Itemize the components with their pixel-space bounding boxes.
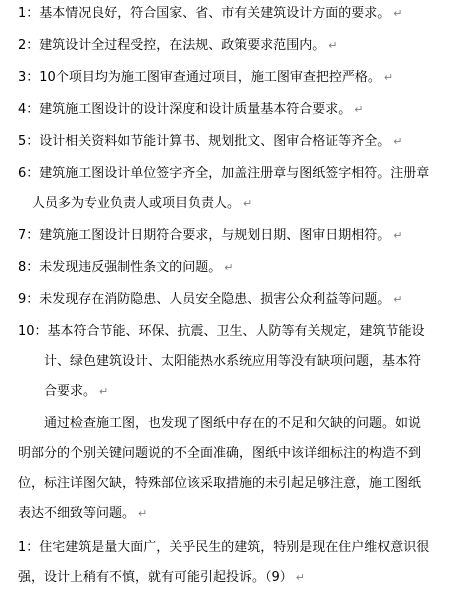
item-6-line-2: 人员多为专业负责人或项目负责人。 ↵ <box>32 196 253 211</box>
issue-line-2: 强，设计上稍有不慎，就有可能引起投诉。（9） ↵ <box>18 570 305 585</box>
paragraph-mark: ↵ <box>393 293 403 306</box>
item-10-line-3: 合要求。 ↵ <box>44 384 109 399</box>
item-3-line-1: 3：10个项目均为施工图审查通过项目，施工图审查把控严格。 ↵ <box>18 70 394 85</box>
summary-line-2: 明部分的个别关键问题说的不全面准确，图纸中该详细标注的构造不到 <box>18 446 422 461</box>
paragraph-mark: ↵ <box>138 507 148 520</box>
paragraph-mark: ↵ <box>393 135 403 148</box>
paragraph-mark: ↵ <box>393 229 403 242</box>
summary-line-4: 表达不细致等问题。 ↵ <box>18 506 148 521</box>
issue-line-1: 1：住宅建筑是量大面广，关乎民生的建筑，特别是现在住户维权意识很 <box>18 540 430 555</box>
paragraph-mark: ↵ <box>354 103 364 116</box>
item-6-line-1: 6：建筑施工图设计单位签字齐全，加盖注册章与图纸签字相符。注册章 <box>18 166 430 181</box>
item-10-line-1: 10：基本符合节能、环保、抗震、卫生、人防等有关规定，建筑节能设 <box>18 324 425 339</box>
item-2-line-1: 2：建筑设计全过程受控，在法规、政策要求范围内。 ↵ <box>18 38 338 53</box>
item-4-line-1: 4：建筑施工图设计的设计深度和设计质量基本符合要求。 ↵ <box>18 102 364 117</box>
paragraph-mark: ↵ <box>383 71 394 84</box>
summary-line-1: 通过检查施工图，也发现了图纸中存在的不足和欠缺的问题。如说 <box>44 416 422 431</box>
item-8-line-1: 8：未发现违反强制性条文的问题。 ↵ <box>18 260 234 275</box>
item-1-line-1: 1：基本情况良好，符合国家、省、市有关建筑设计方面的要求。 ↵ <box>18 6 403 21</box>
item-10-line-2: 计、绿色建筑设计、太阳能热水系统应用等没有缺项问题，基本符 <box>44 354 422 369</box>
item-7-line-1: 7：建筑施工图设计日期符合要求，与规划日期、图审日期相符。 ↵ <box>18 228 403 243</box>
item-9-line-1: 9：未发现存在消防隐患、人员安全隐患、损害公众利益等问题。 ↵ <box>18 292 403 307</box>
paragraph-mark: ↵ <box>224 261 234 274</box>
item-5-line-1: 5：设计相关资料如节能计算书、规划批文、图审合格证等齐全。 ↵ <box>18 134 403 149</box>
paragraph-mark: ↵ <box>99 385 109 398</box>
summary-line-3: 位，标注详图欠缺，特殊部位该采取措施的未引起足够注意，施工图纸 <box>18 476 422 491</box>
paragraph-mark: ↵ <box>295 571 305 584</box>
paragraph-mark: ↵ <box>243 197 253 210</box>
paragraph-mark: ↵ <box>393 7 403 20</box>
paragraph-mark: ↵ <box>328 39 338 52</box>
